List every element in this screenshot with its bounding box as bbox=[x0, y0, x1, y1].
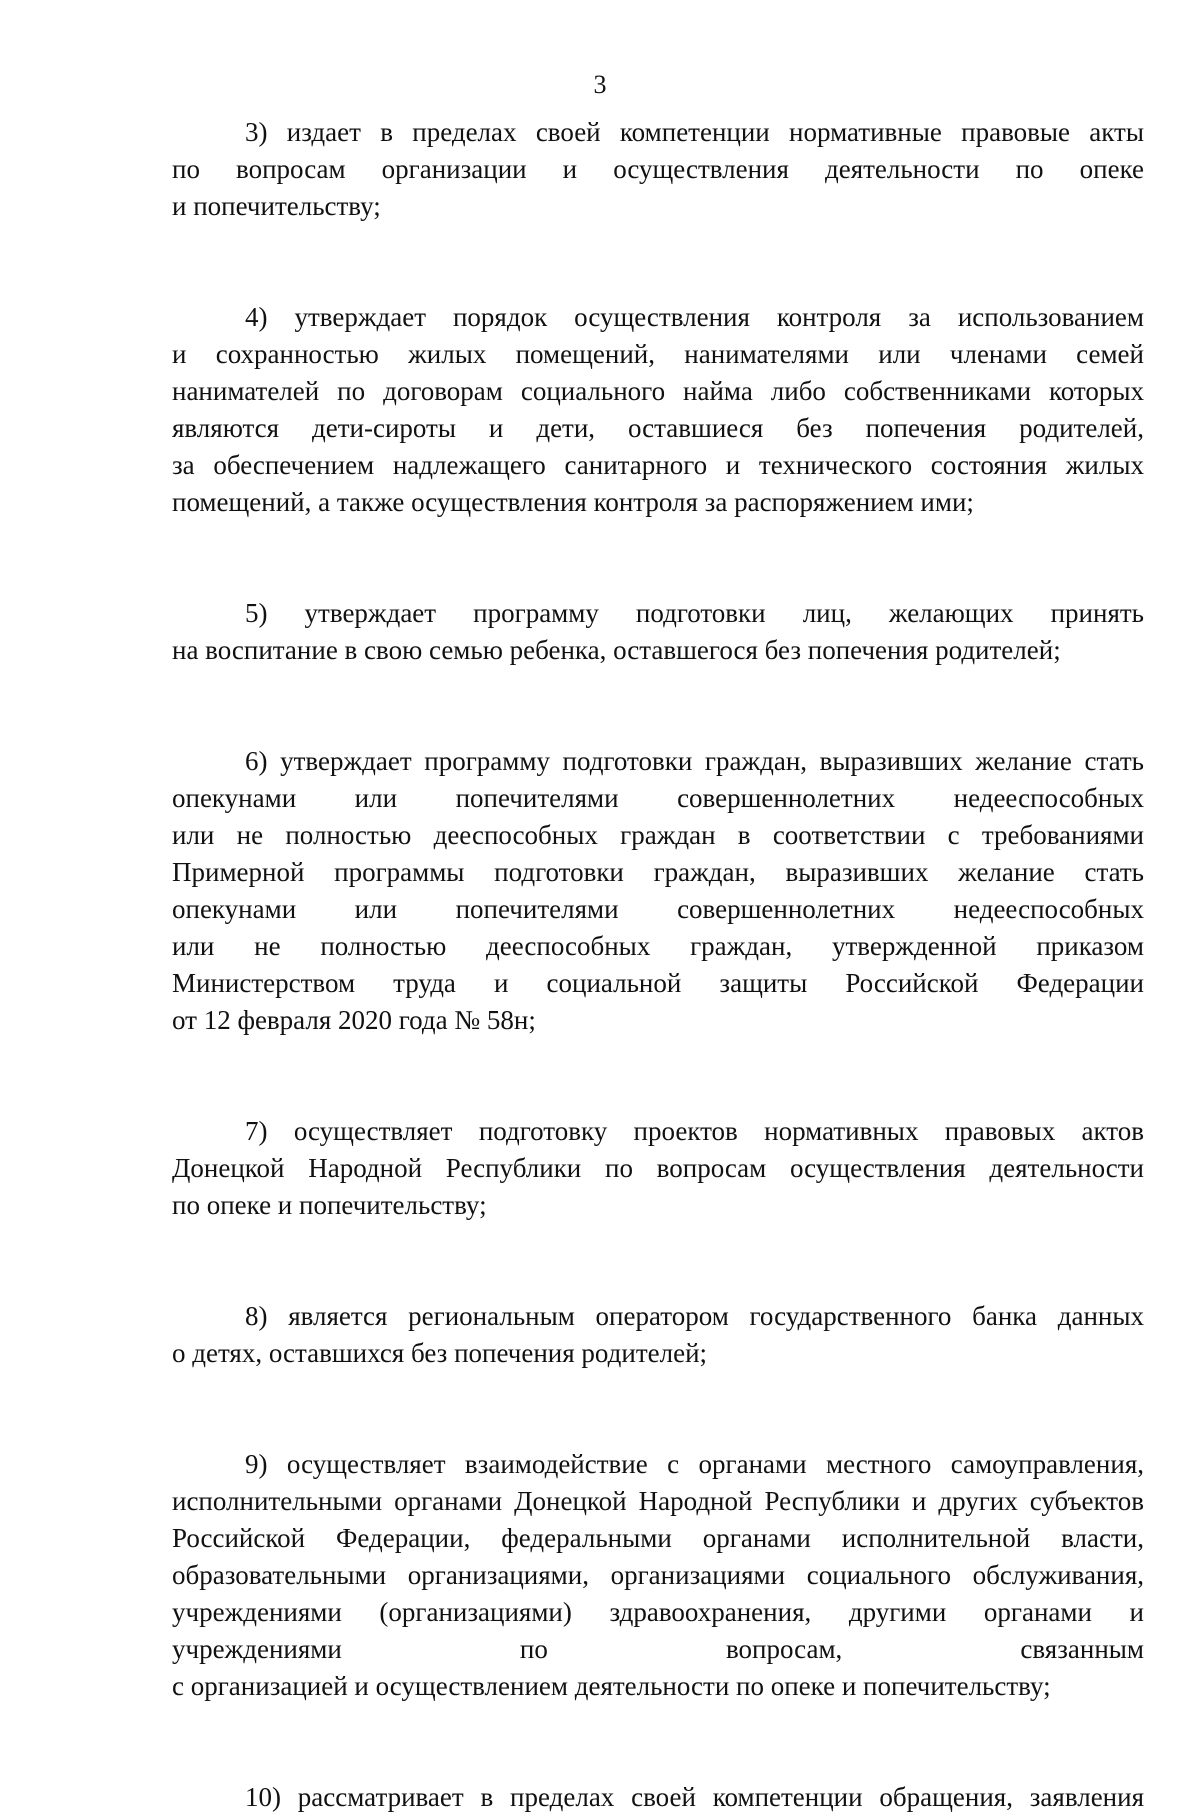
paragraph-item-8 bbox=[172, 1779, 1144, 1816]
paragraph-item-2 bbox=[172, 299, 1144, 521]
text-line: исполнительными органами Донецкой Народной Республики и других субъектов bbox=[172, 1486, 1144, 1516]
text-line: 7) осуществляет подготовку проектов нормативных правовых актов bbox=[245, 1116, 1144, 1146]
text-line: по вопросам организации и осуществления деятельности по опеке bbox=[172, 154, 1144, 184]
text-line: опекунами или попечителями совершеннолетних недееспособных bbox=[172, 783, 1144, 813]
text-line: о детях, оставшихся без попечения родителей; bbox=[172, 1338, 708, 1368]
text-line: или не полностью дееспособных граждан в соответствии с требованиями bbox=[172, 820, 1144, 850]
paragraph-item-4 bbox=[172, 743, 1144, 1039]
paragraph-item-7 bbox=[172, 1446, 1144, 1705]
text-line: по опеке и попечительству; bbox=[172, 1190, 487, 1220]
paragraph-item-6 bbox=[172, 1298, 1144, 1372]
text-line: помещений, а также осуществления контроля за распоряжением ими; bbox=[172, 487, 974, 517]
text-line: 5) утверждает программу подготовки лиц, желающих принять bbox=[245, 598, 1144, 628]
text-line: учреждениями по вопросам, связанным bbox=[172, 1634, 1144, 1664]
document-body bbox=[172, 114, 1144, 1816]
paragraph-item-1 bbox=[172, 114, 1144, 225]
text-line: 3) издает в пределах своей компетенции нормативные правовые акты bbox=[245, 117, 1144, 147]
text-line: Российской Федерации, федеральными органами исполнительной власти, bbox=[172, 1523, 1144, 1553]
text-line: 8) является региональным оператором государственного банка данных bbox=[245, 1301, 1144, 1331]
text-line: опекунами или попечителями совершеннолетних недееспособных bbox=[172, 894, 1144, 924]
text-line: Примерной программы подготовки граждан, выразивших желание стать bbox=[172, 857, 1144, 887]
text-line: от 12 февраля 2020 года № 58н; bbox=[172, 1005, 536, 1035]
text-line: образовательными организациями, организациями социального обслуживания, bbox=[172, 1560, 1144, 1590]
paragraph-item-5 bbox=[172, 1113, 1144, 1224]
text-line: или не полностью дееспособных граждан, утвержденной приказом bbox=[172, 931, 1144, 961]
text-line: 10) рассматривает в пределах своей компетенции обращения, заявления bbox=[245, 1782, 1144, 1812]
text-line: Министерством труда и социальной защиты Российской Федерации bbox=[172, 968, 1144, 998]
text-line: 4) утверждает порядок осуществления контроля за использованием bbox=[245, 302, 1144, 332]
text-line: 9) осуществляет взаимодействие с органами местного самоуправления, bbox=[245, 1449, 1144, 1479]
paragraph-item-3 bbox=[172, 595, 1144, 669]
text-line: за обеспечением надлежащего санитарного и технического состояния жилых bbox=[172, 450, 1144, 480]
text-line: Донецкой Народной Республики по вопросам осуществления деятельности bbox=[172, 1153, 1144, 1183]
text-line: на воспитание в свою семью ребенка, оставшегося без попечения родителей; bbox=[172, 635, 1061, 665]
text-line: учреждениями (организациями) здравоохранения, другими органами и bbox=[172, 1597, 1144, 1627]
text-line: 6) утверждает программу подготовки граждан, выразивших желание стать bbox=[245, 746, 1144, 776]
text-line: нанимателей по договорам социального найма либо собственниками которых bbox=[172, 376, 1144, 406]
text-line: являются дети-сироты и дети, оставшиеся без попечения родителей, bbox=[172, 413, 1144, 443]
text-line: и попечительству; bbox=[172, 191, 381, 221]
page-number: 3 bbox=[593, 70, 607, 99]
text-line: и сохранностью жилых помещений, нанимателями или членами семей bbox=[172, 339, 1144, 369]
text-line: с организацией и осуществлением деятельности по опеке и попечительству; bbox=[172, 1671, 1051, 1701]
